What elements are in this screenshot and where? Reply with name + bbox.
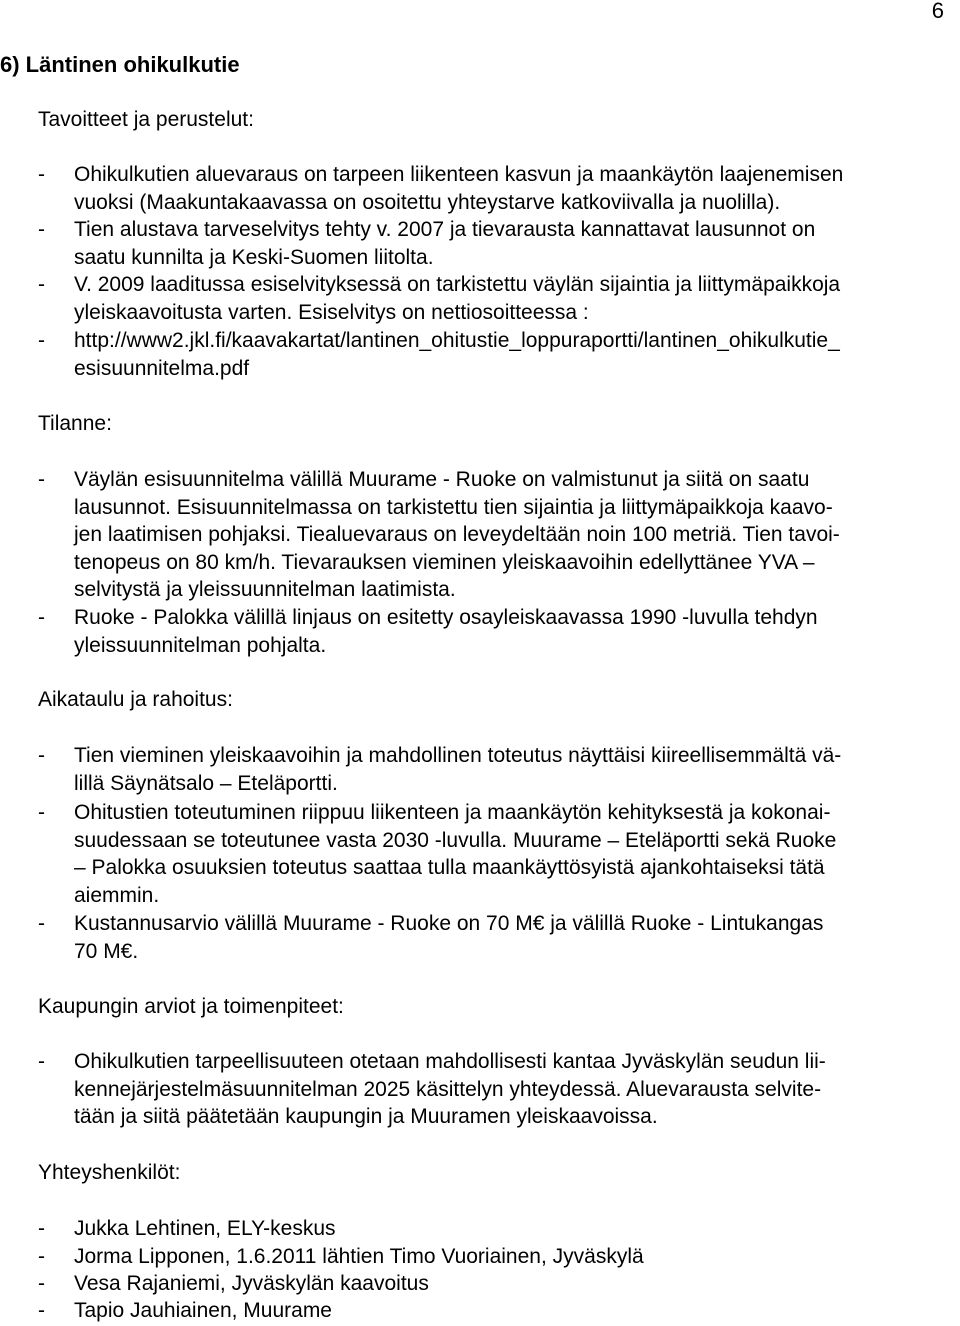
section-heading-contacts: Yhteyshenkilöt: [38, 1161, 181, 1184]
page-number: 6 [931, 0, 944, 23]
text-line: lausunnot. Esisuunnitelmassa on tarkistettu tien sijaintia ja liittymäpaikkoja kaavo- [74, 495, 833, 519]
text-line: yleissuunnitelman pohjalta. [74, 633, 327, 657]
text-line: tenopeus on 80 km/h. Tievarauksen vieminen yleiskaavoihin edellyttänee YVA – [74, 550, 815, 574]
bullet-dash: - [38, 1245, 45, 1268]
list-item [38, 742, 958, 797]
list-item [38, 910, 958, 965]
contact-name: Tapio Jauhiainen, Muurame [74, 1299, 332, 1322]
text-line: Tien vieminen yleiskaavoihin ja mahdollinen toteutus näyttäisi kiireellisemmältä vä- [74, 744, 842, 767]
text-line: selvitystä ja yleissuunnitelman laatimista. [74, 578, 456, 602]
list-item [38, 799, 958, 909]
bullet-dash: - [38, 1217, 45, 1240]
list-item [38, 466, 958, 604]
text-line: yleiskaavoitusta varten. Esiselvitys on nettiosoitteessa : [74, 300, 589, 324]
list-item [38, 604, 958, 659]
bullet-dash: - [38, 606, 45, 629]
text-line: Kustannusarvio välillä Muurame - Ruoke on 70 M€ ja välillä Ruoke - Lintukangas [74, 912, 824, 935]
text-line: Ruoke - Palokka välillä linjaus on esitetty osayleiskaavassa 1990 -luvulla tehdyn [74, 606, 818, 629]
text-line: 70 M€. [74, 939, 139, 963]
contact-item [38, 1297, 958, 1325]
text-line: aiemmin. [74, 883, 160, 907]
page-title: 6) Läntinen ohikulkutie [0, 52, 240, 77]
text-line: Ohitustien toteutuminen riippuu liikenteen ja maankäytön kehityksestä ja kokonai- [74, 801, 831, 824]
bullet-dash: - [38, 744, 45, 767]
section-heading-status: Tilanne: [38, 412, 112, 435]
contact-item [38, 1215, 958, 1243]
url-line[interactable]: esisuunnitelma.pdf [74, 356, 250, 380]
text-line: V. 2009 laaditussa esiselvityksessä on tarkistettu väylän sijaintia ja liittymäpaikkoja [74, 273, 841, 296]
contact-name: Jorma Lipponen, 1.6.2011 lähtien Timo Vuoriainen, Jyväskylä [74, 1245, 644, 1268]
list-item [38, 216, 958, 271]
contact-item [38, 1243, 958, 1271]
text-line: kennejärjestelmäsuunnitelman 2025 käsittelyn yhteydessä. Aluevarausta selvite- [74, 1077, 822, 1101]
bullet-dash: - [38, 468, 45, 491]
text-line: vuoksi (Maakuntakaavassa on osoitettu yhteystarve katkoviivalla ja nuolilla). [74, 190, 781, 214]
section-heading-goals: Tavoitteet ja perustelut: [38, 108, 254, 131]
text-line: jen laatimisen pohjaksi. Tiealuevaraus on leveydeltään noin 100 metriä. Tien tavoi- [74, 523, 840, 547]
text-line: tään ja siitä päätetään kaupungin ja Muuramen yleiskaavoissa. [74, 1105, 658, 1129]
bullet-dash: - [38, 329, 45, 352]
section-heading-actions: Kaupungin arviot ja toimenpiteet: [38, 995, 344, 1018]
text-line: Ohikulkutien aluevaraus on tarpeen liikenteen kasvun ja maankäytön laajenemisen [74, 163, 844, 186]
bullet-dash: - [38, 218, 45, 241]
text-line: Ohikulkutien tarpeellisuuteen otetaan mahdollisesti kantaa Jyväskylän seudun lii- [74, 1050, 826, 1073]
text-line: suudessaan se toteutunee vasta 2030 -luvulla. Muurame – Eteläportti sekä Ruoke [74, 828, 837, 852]
list-item [38, 271, 958, 326]
bullet-dash: - [38, 1272, 45, 1295]
bullet-dash: - [38, 163, 45, 186]
url-line[interactable]: http://www2.jkl.fi/kaavakartat/lantinen_ohitustie_loppuraportti/lantinen_ohikulkutie_ [74, 329, 840, 352]
contact-item [38, 1270, 958, 1298]
bullet-dash: - [38, 912, 45, 935]
bullet-dash: - [38, 801, 45, 824]
list-item [38, 1048, 958, 1131]
list-item [38, 327, 958, 382]
text-line: – Palokka osuuksien toteutus saattaa tulla maankäyttösyistä ajankohtaiseksi tätä [74, 856, 825, 880]
text-line: Väylän esisuunnitelma välillä Muurame - Ruoke on valmistunut ja siitä on saatu [74, 468, 810, 491]
text-line: Tien alustava tarveselvitys tehty v. 2007 ja tievarausta kannattavat lausunnot on [74, 218, 816, 241]
bullet-dash: - [38, 1050, 45, 1073]
bullet-dash: - [38, 273, 45, 296]
section-heading-schedule: Aikataulu ja rahoitus: [38, 688, 233, 711]
contact-name: Jukka Lehtinen, ELY-keskus [74, 1217, 336, 1240]
contact-name: Vesa Rajaniemi, Jyväskylän kaavoitus [74, 1272, 429, 1295]
text-line: saatu kunnilta ja Keski-Suomen liitolta. [74, 245, 434, 269]
bullet-dash: - [38, 1299, 45, 1322]
list-item [38, 161, 958, 216]
text-line: lillä Säynätsalo – Eteläportti. [74, 771, 338, 795]
